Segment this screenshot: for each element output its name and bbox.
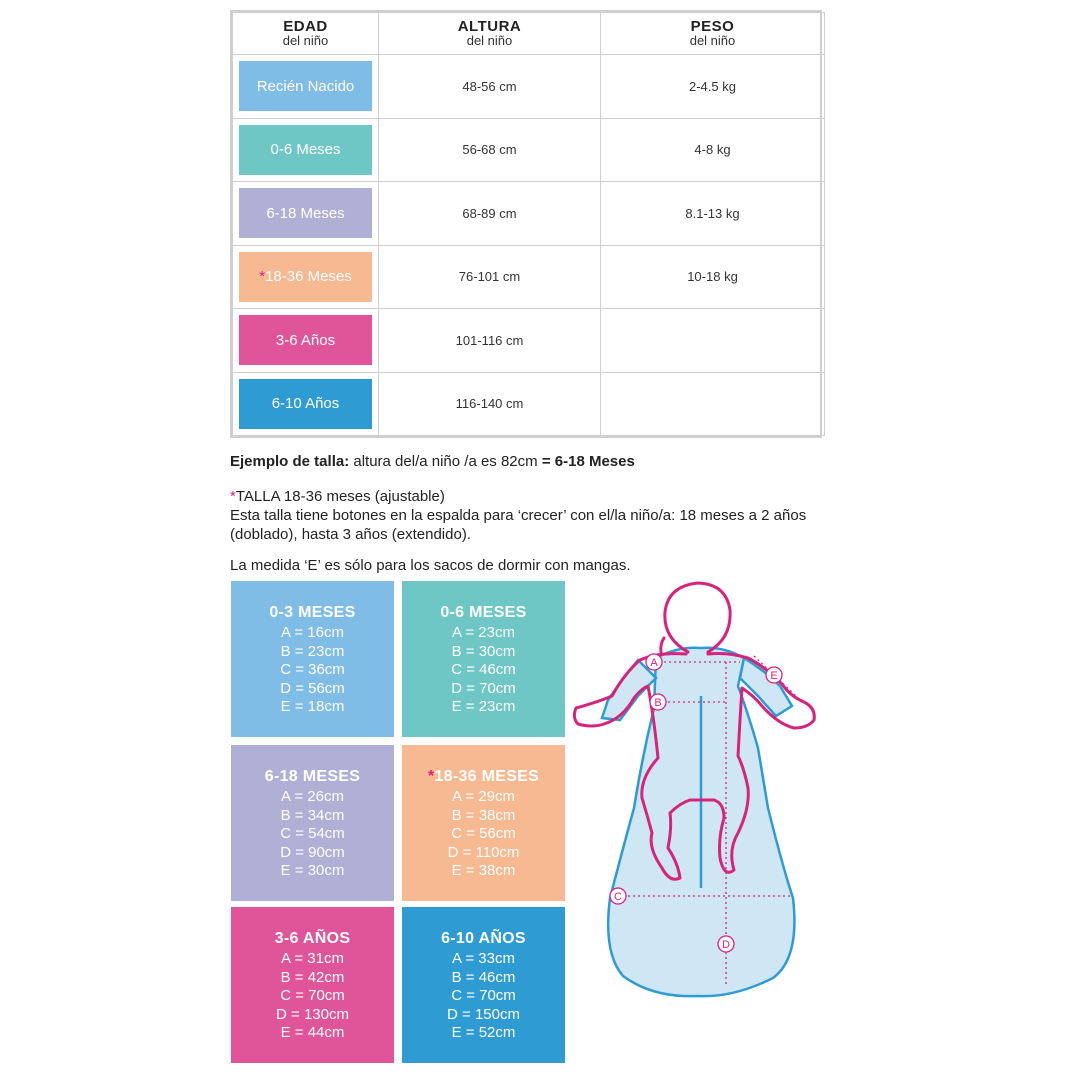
label-d-text: D [722,939,730,951]
card-measure: D = 150cm [447,1005,520,1023]
age-cell [233,245,379,309]
card-measure: C = 46cm [451,661,516,679]
card-measure: B = 42cm [280,968,345,986]
header-age-title: EDAD [283,17,328,35]
header-weight-title: PESO [690,17,735,35]
weight-cell: 10-18 kg [601,245,825,309]
weight-cell: 2-4.5 kg [601,55,825,119]
age-cell [233,182,379,246]
label-b-text: B [654,697,662,709]
size-table [230,10,822,438]
weight-cell: 4-8 kg [601,118,825,182]
card-measure: C = 70cm [451,987,516,1005]
card-title-text: 6-18 MESES [264,768,361,785]
table-row [233,118,825,182]
age-label: 18-36 Meses [265,268,352,286]
measure-card [231,745,394,901]
header-age-sub: del niño [282,32,329,48]
size-example [230,452,830,471]
card-measure: C = 70cm [280,987,345,1005]
age-label: Recién Nacido [256,77,355,95]
age-cell [233,309,379,373]
weight-cell [601,372,825,436]
card-measure: C = 36cm [280,661,345,679]
height-cell: 68-89 cm [379,182,601,246]
table-row [233,182,825,246]
card-measure: B = 46cm [451,968,516,986]
card-measure: B = 34cm [280,806,345,824]
age-pill [239,125,372,175]
height-cell: 116-140 cm [379,372,601,436]
card-measure: D = 56cm [280,679,345,697]
label-b [650,694,666,710]
card-measure: A = 23cm [452,624,515,641]
card-measure: B = 23cm [280,642,345,660]
age-label: 6-18 Meses [266,204,345,222]
card-measure: D = 90cm [280,843,345,861]
adjustable-title [230,487,830,506]
card-title [231,603,394,623]
table-row [233,55,825,119]
weight-cell [601,309,825,373]
height-cell: 48-56 cm [379,55,601,119]
card-title-text: 18-36 MESES [434,768,540,785]
sleeping-bag-diagram [568,578,830,998]
card-measure: A = 33cm [452,950,515,967]
card-title-text: 0-3 MESES [269,604,356,621]
age-pill [239,252,372,302]
adjustable-description: Esta talla tiene botones en la espalda para ‘crecer’ con el/la niño/a: 18 meses a 2 años (doblado), hasta 3 años (extendido). [230,507,807,543]
age-pill [239,315,372,365]
age-cell [233,372,379,436]
card-title [402,767,565,787]
card-measure: A = 31cm [281,950,344,967]
height-cell: 101-116 cm [379,309,601,373]
card-title-text: 0-6 MESES [440,604,527,621]
card-measure: D = 70cm [451,679,516,697]
measure-e-note [230,556,830,575]
size-example-text: altura del/a niño /a es 82cm [349,453,542,470]
card-measure: A = 26cm [281,788,344,805]
card-measure: E = 38cm [451,862,516,880]
card-title-text: 6-10 AÑOS [441,930,526,947]
table-row [233,309,825,373]
card-measure: D = 130cm [276,1005,349,1023]
age-star: * [259,268,266,286]
card-star: * [427,768,435,785]
label-c-text: C [614,891,622,903]
measure-e-bold: La medida ‘E’ [230,557,321,574]
table-row [233,245,825,309]
height-cell: 76-101 cm [379,245,601,309]
measure-card [402,745,565,901]
age-label: 3-6 Años [275,331,336,349]
header-height [379,13,601,55]
age-cell [233,55,379,119]
card-measure: C = 54cm [280,825,345,843]
label-c [610,888,626,904]
measure-card [231,907,394,1063]
notes [230,450,830,575]
card-title [402,603,565,623]
label-e [766,667,782,683]
age-label: 0-6 Meses [270,141,341,159]
card-title [402,929,565,949]
measure-card [402,581,565,737]
measure-card [231,581,394,737]
card-title-text: 3-6 AÑOS [274,930,351,947]
measure-card [402,907,565,1063]
card-measure: E = 52cm [451,1024,516,1042]
card-measure: A = 16cm [281,624,344,641]
card-title [231,767,394,787]
header-weight [601,13,825,55]
card-measure: E = 44cm [280,1024,345,1042]
age-label: 6-10 Años [271,395,340,413]
height-cell: 56-68 cm [379,118,601,182]
card-measure: B = 38cm [451,806,516,824]
card-measure: E = 23cm [451,698,516,716]
table-row [233,372,825,436]
label-d [718,936,734,952]
label-a [646,654,662,670]
age-pill [239,188,372,238]
card-measure: D = 110cm [447,843,520,861]
card-measure: A = 29cm [452,788,515,805]
label-e-text: E [770,670,778,682]
weight-cell: 8.1-13 kg [601,182,825,246]
table-header-row [233,13,825,55]
card-measure: C = 56cm [451,825,516,843]
header-age [233,13,379,55]
header-height-title: ALTURA [457,17,522,35]
measure-e-text: es sólo para los sacos de dormir con mangas. [320,557,631,574]
age-pill [239,61,372,111]
adjustable-title-text: TALLA 18-36 meses (ajustable) [235,488,445,505]
size-example-eq: = [541,453,551,470]
header-weight-sub: del niño [689,32,736,48]
card-measure: E = 30cm [280,862,345,880]
age-cell [233,118,379,182]
card-measure: E = 18cm [280,698,345,716]
adjustable-star: * [230,488,236,505]
header-height-sub: del niño [466,32,513,48]
size-example-label: Ejemplo de talla: [230,453,350,470]
size-example-result: 6-18 Meses [550,453,635,470]
age-pill [239,379,372,429]
label-a-text: A [650,657,658,669]
card-title [231,929,394,949]
card-measure: B = 30cm [451,642,516,660]
